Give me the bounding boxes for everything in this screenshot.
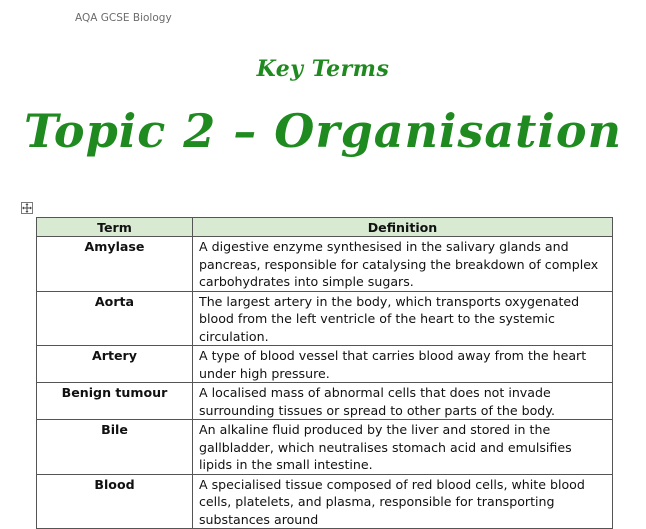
definition-cell: The largest artery in the body, which transports oxygenated blood from the left ventricle of the heart to the systemic circulation.: [193, 291, 613, 346]
term-cell: Benign tumour: [37, 383, 193, 420]
table-move-handle-icon[interactable]: [21, 202, 33, 214]
definition-cell: A localised mass of abnormal cells that does not invade surrounding tissues or spread to other parts of the body.: [193, 383, 613, 420]
term-cell: Bile: [37, 420, 193, 475]
definition-cell: An alkaline fluid produced by the liver and stored in the gallbladder, which neutralises stomach acid and emulsifies lipids in the small intestine.: [193, 420, 613, 475]
term-cell: Aorta: [37, 291, 193, 346]
document-title: Topic 2 – Organisation: [23, 104, 623, 158]
page-header-course: AQA GCSE Biology: [75, 12, 172, 24]
definition-cell: A type of blood vessel that carries blood away from the heart under high pressure.: [193, 346, 613, 383]
table-header-row: [37, 218, 613, 237]
table-row: [37, 383, 613, 420]
term-cell: Blood: [37, 474, 193, 529]
table-row: [37, 237, 613, 292]
key-terms-table: [36, 217, 613, 529]
table-row: [37, 474, 613, 529]
document-subtitle: Key Terms: [256, 56, 390, 82]
column-header-term: Term: [37, 218, 193, 237]
definition-cell: A digestive enzyme synthesised in the salivary glands and pancreas, responsible for catalysing the breakdown of complex carbohydrates into simple sugars.: [193, 237, 613, 292]
table-row: [37, 420, 613, 475]
term-cell: Artery: [37, 346, 193, 383]
column-header-definition: Definition: [193, 218, 613, 237]
term-cell: Amylase: [37, 237, 193, 292]
definition-cell: A specialised tissue composed of red blood cells, white blood cells, platelets, and plasma, responsible for transporting substances around: [193, 474, 613, 529]
table-row: [37, 346, 613, 383]
table-row: [37, 291, 613, 346]
